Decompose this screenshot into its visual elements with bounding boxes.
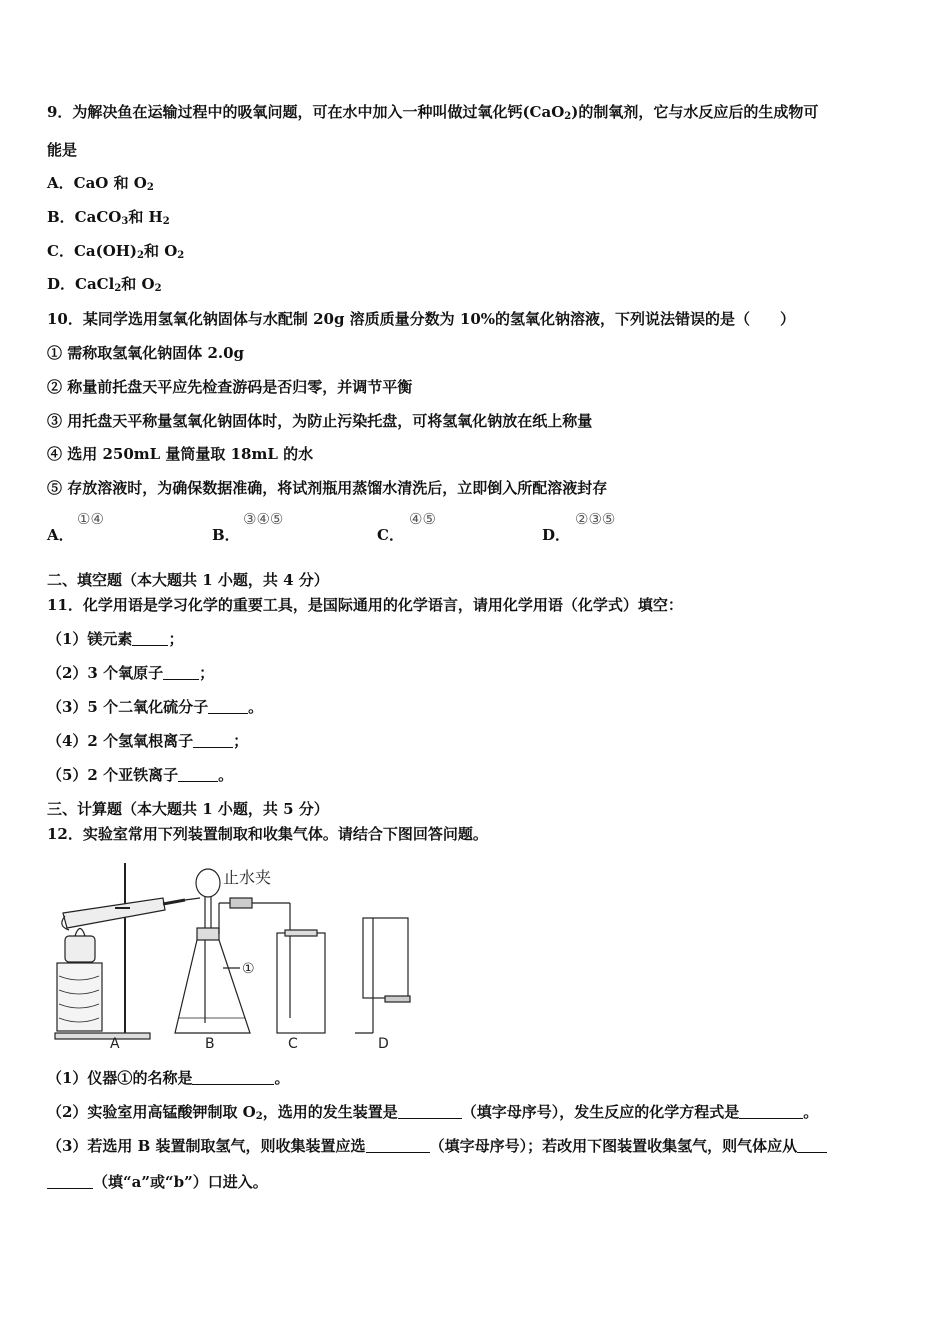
apparatus-d	[355, 918, 410, 1033]
clamp-label: 止水夹	[223, 868, 272, 887]
q9-option-b: B．CaCO$_3$和 $H_2$	[47, 208, 170, 227]
q12-part-3: （3）若选用 B 装置制取氢气，则收集装置应选 （填字母序号）；若改用下图装置收集氢气，则气体应从	[47, 1136, 827, 1156]
q10-option-c: C．	[377, 526, 404, 544]
section-3-heading: 三、计算题（本大题共 1 小题，共 5 分）	[47, 800, 329, 818]
q10-option-b: B．	[212, 526, 240, 544]
figure-label-b: B	[205, 1036, 215, 1052]
q11-part-1: （1）镁元素 ；	[47, 630, 184, 648]
q11-part-5: （5）2 个亚铁离子 。	[47, 766, 234, 784]
q10-option-d-value: ②③⑤	[575, 510, 616, 528]
q9-option-d: D．CaCl$_2$和 $O_2$	[47, 275, 162, 294]
q12-part-1: （1）仪器①的名称是 。	[47, 1069, 290, 1087]
q10-statement-2: ② 称量前托盘天平应先检查游码是否归零，并调节平衡	[47, 378, 413, 396]
q10-stem: 10．某同学选用氢氧化钠固体与水配制 20g 溶质质量分数为 10%的氢氧化钠溶液，下列说法错误的是（ ）	[47, 310, 796, 328]
figure-label-d: D	[378, 1036, 389, 1052]
q11-part-3: （3）5 个二氧化硫分子 。	[47, 698, 264, 716]
section-2-heading: 二、填空题（本大题共 1 小题，共 4 分）	[47, 571, 329, 589]
q10-option-a-value: ①④	[77, 510, 104, 528]
q10-option-d: D．	[542, 526, 571, 544]
q10-statement-4: ④ 选用 250mL 量筒量取 18mL 的水	[47, 445, 314, 463]
apparatus-a	[55, 863, 200, 1039]
q11-part-4: （4）2 个氢氧根离子 ；	[47, 732, 249, 750]
q9-stem-line1: 9．为解决鱼在运输过程中的吸氧问题，可在水中加入一种叫做过氧化钙(CaO$_2$)的制氧剂，它与水反应后的生成物可	[47, 103, 819, 122]
q12-part-2: （2）实验室用高锰酸钾制取 $O_2$，选用的发生装置是 （填字母序号），发生反应的化学方程式是 。	[47, 1103, 819, 1122]
q10-option-c-value: ④⑤	[409, 510, 436, 528]
figure-label-c: C	[288, 1036, 298, 1052]
q11-part-2: （2）3 个氧原子 ；	[47, 664, 215, 682]
q9-option-a: A．CaO 和 $O_2$	[47, 174, 154, 193]
q12-part-3-cont: （填“a”或“b”）口进入。	[47, 1172, 268, 1192]
q10-statement-1: ① 需称取氢氧化钠固体 2.0g	[47, 344, 245, 362]
apparatus-b	[175, 868, 290, 1033]
q11-stem: 11．化学用语是学习化学的重要工具，是国际通用的化学语言，请用化学用语（化学式）填空：	[47, 596, 683, 614]
q9-option-c: C．$Ca(OH)_2$和 $O_2$	[47, 242, 185, 261]
q10-statement-3: ③ 用托盘天平称量氢氧化钠固体时，为防止污染托盘，可将氢氧化钠放在纸上称量	[47, 412, 593, 430]
lab-apparatus-figure	[45, 858, 425, 1053]
q9-stem-line2: 能是	[47, 141, 78, 159]
instrument-1-label: ①	[242, 961, 255, 977]
apparatus-c	[277, 903, 325, 1033]
q12-stem: 12．实验室常用下列装置制取和收集气体。请结合下图回答问题。	[47, 825, 488, 843]
q10-option-b-value: ③④⑤	[243, 510, 284, 528]
figure-label-a: A	[110, 1036, 120, 1052]
q10-option-a: A．	[47, 526, 74, 544]
q10-statement-5: ⑤ 存放溶液时，为确保数据准确，将试剂瓶用蒸馏水清洗后，立即倒入所配溶液封存	[47, 479, 608, 497]
